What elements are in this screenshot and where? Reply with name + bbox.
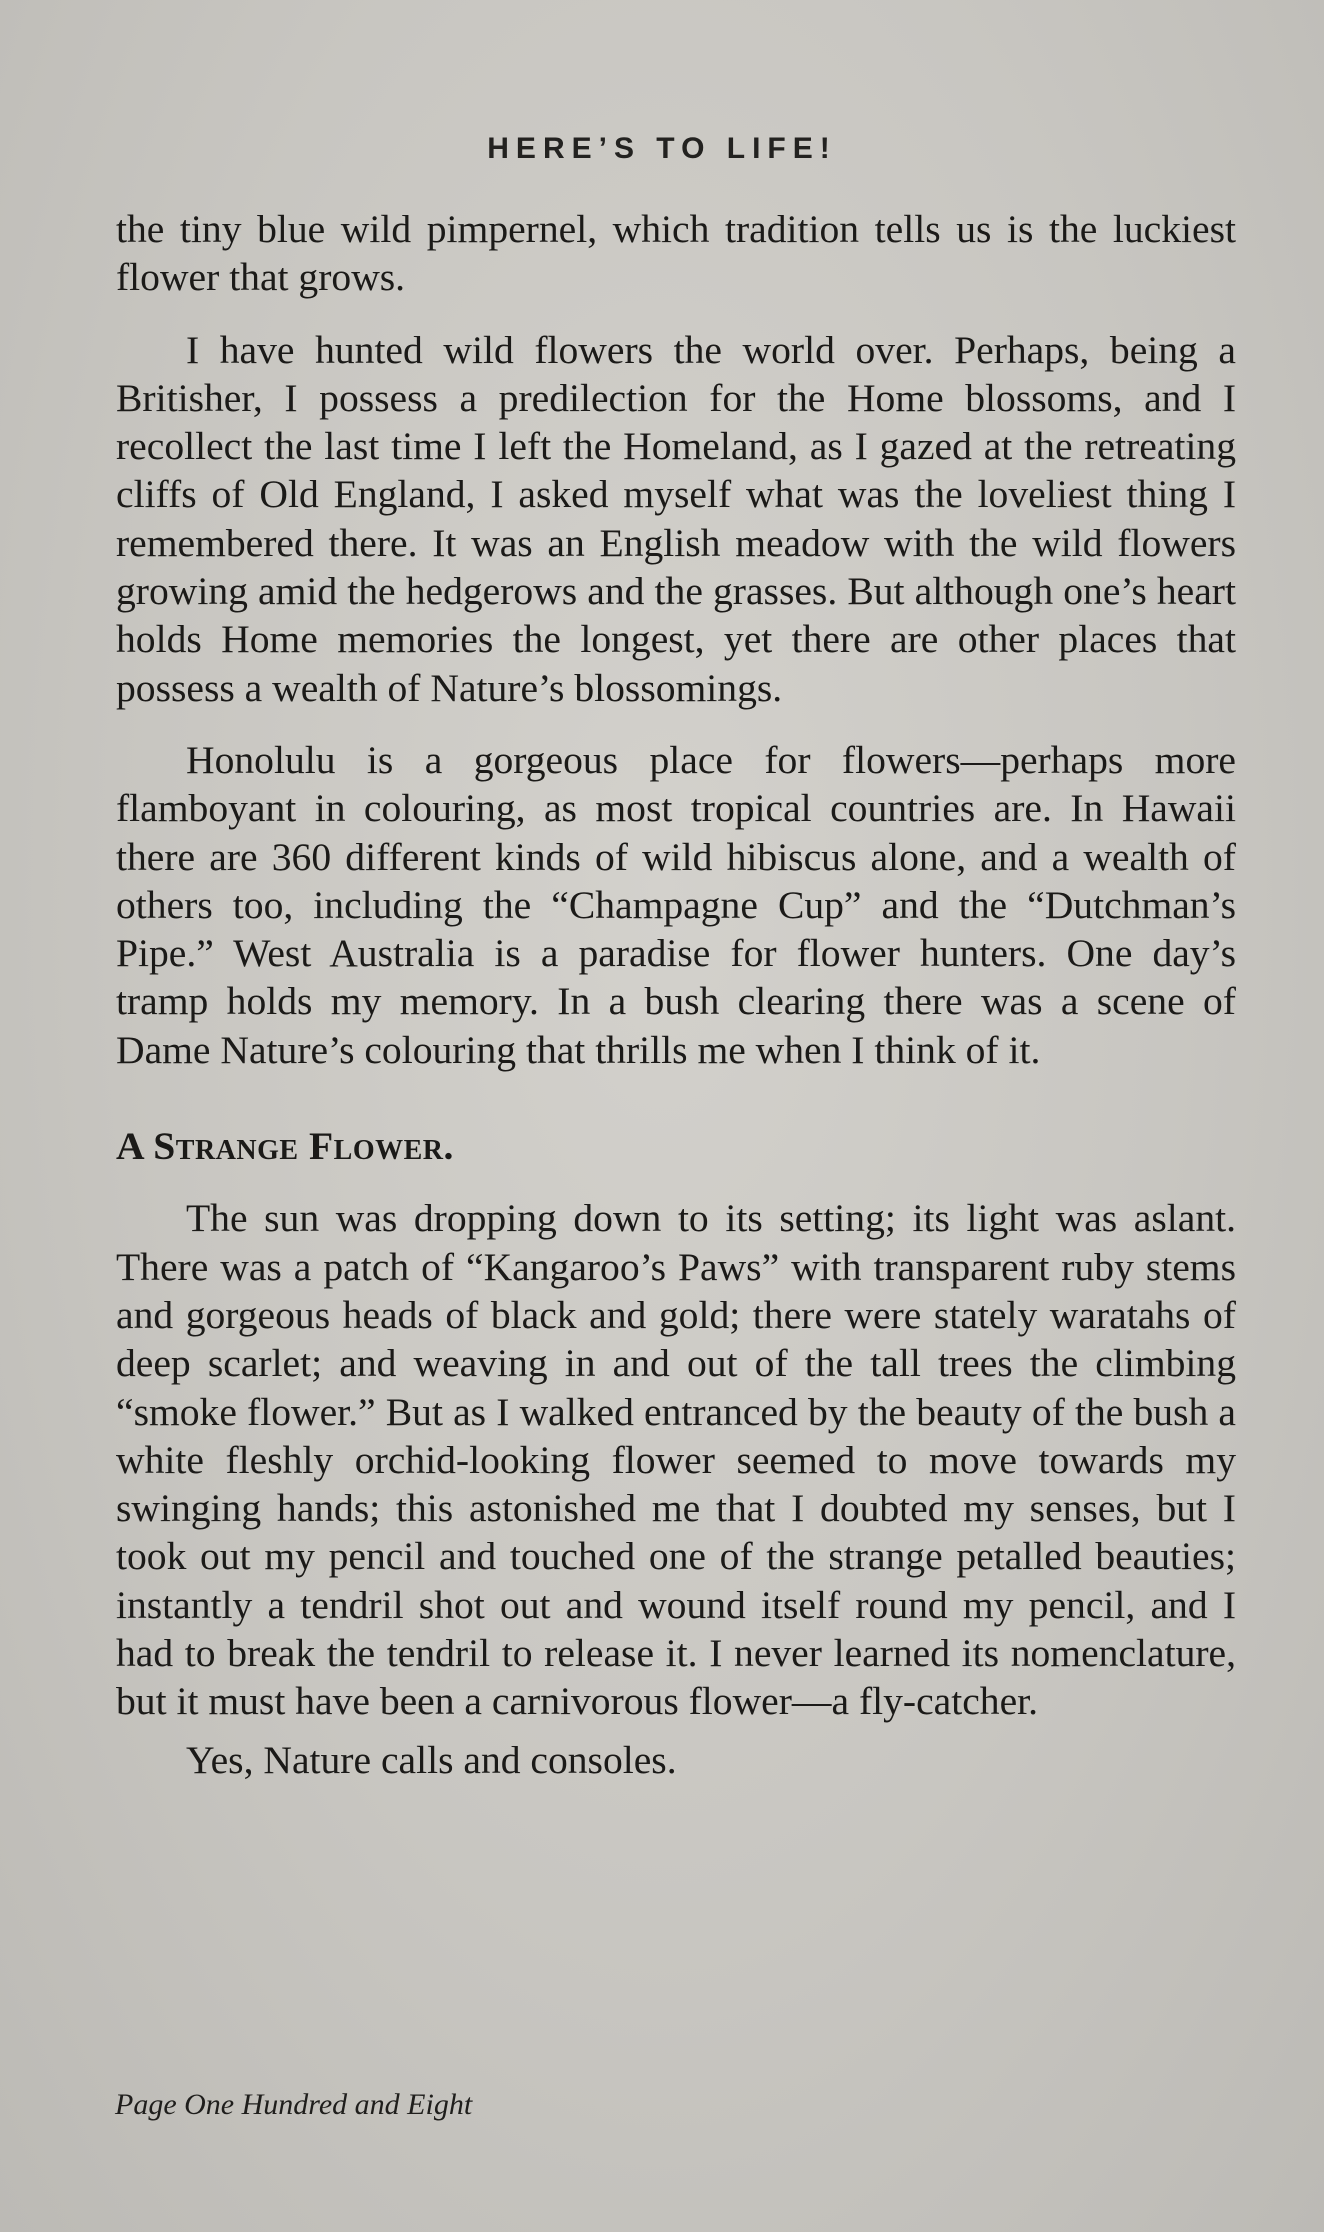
- page-number-footer: Page One Hundred and Eight: [115, 2088, 473, 2121]
- paragraph-4: The sun was dropping down to its setting; its light was aslant. There was a patch of “Kangaroo’s Paws” with transparent ruby stems and gorgeous heads of black and gold; there were stately waratahs of deep scarlet; and weaving in and out of the tall trees the climbing “smoke flower.” But as I walked entranced by the beauty of the bush a white fleshly orchid-looking flower seemed to move towards my swinging hands; this astonished me that I doubted my senses, but I took out my pencil and touched one of the strange petalled beauties; instantly a tendril shot out and wound itself round my pencil, and I had to break the tendril to release it. I never learned its nomenclature, but it must have been a carnivorous flower—a fly-catcher.: [116, 1196, 1236, 1724]
- running-head: HERE’S TO LIFE!: [487, 132, 837, 165]
- paragraph-1: the tiny blue wild pimpernel, which tradition tells us is the luckiest flower that grows.: [116, 207, 1236, 300]
- body-text: [116, 205, 1236, 1784]
- paragraph-2: I have hunted wild flowers the world over. Perhaps, being a Britisher, I possess a predilection for the Home blossoms, and I recollect the last time I left the Homeland, as I gazed at the retreating cliffs of Old England, I asked myself what was the loveliest thing I remembered there. It was an English meadow with the wild flowers growing amid the hedgerows and the grasses. But although one’s heart holds Home memories the longest, yet there are other places that possess a wealth of Nature’s blossomings.: [116, 327, 1236, 710]
- paragraph-5: Yes, Nature calls and consoles.: [186, 1737, 677, 1782]
- paragraph-3: Honolulu is a gorgeous place for flowers—perhaps more flamboyant in colouring, as most tropical countries are. In Hawaii there are 360 different kinds of wild hibiscus alone, and a wealth of others too, including the “Champagne Cup” and the “Dutchman’s Pipe.” West Australia is a paradise for flower hunters. One day’s tramp holds my memory. In a bush clearing there was a scene of Dame Nature’s colouring that thrills me when I think of it.: [116, 737, 1236, 1072]
- section-subheading: A Strange Flower.: [116, 1124, 454, 1169]
